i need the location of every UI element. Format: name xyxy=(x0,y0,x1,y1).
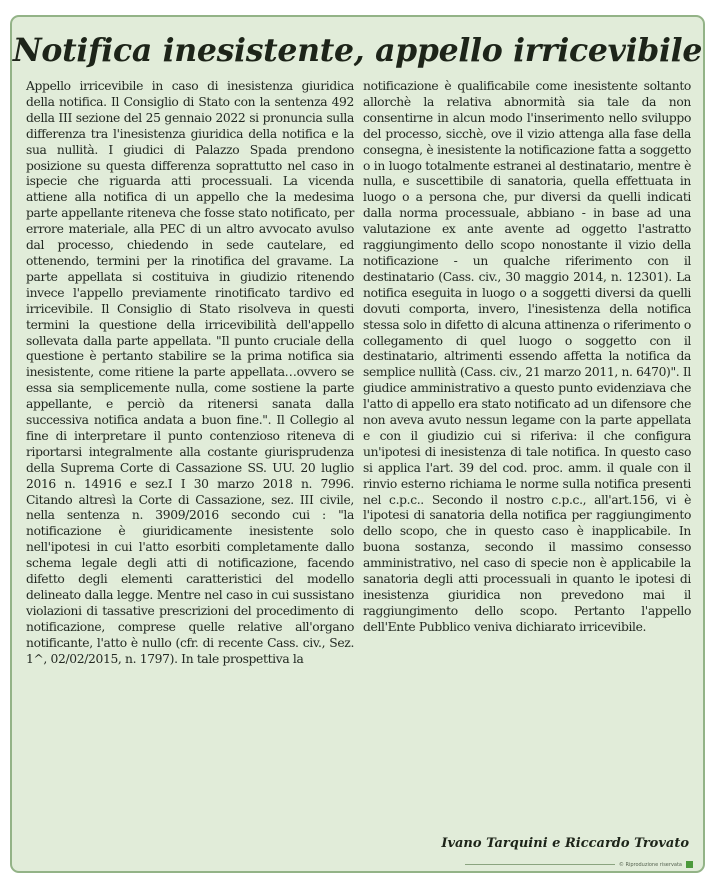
article-footer xyxy=(465,861,693,868)
footer-square-icon xyxy=(686,861,693,868)
article-body-left: Appello irricevibile in caso di inesistenza giuridica della notifica. Il Consiglio di Stato con la sentenza 492 della III sezione del 25 gennaio 2022 si pronuncia sulla differenza tra l'inesistenza giuridica della notifica e la sua nullità. I giudici di Palazzo Spada prendono posizione su questa differenza soprattutto nel caso in ispecie che riguarda atti processuali. La vicenda attiene alla notifica di un appello che la medesima parte appellante riteneva che fosse stato notificato, per errore materiale, alla PEC di un altro avvocato avulso dal processo, chiedendo in sede cautelare, ed ottenendo, termini per la rinotifica del gravame. La parte appellata si costituiva in giudizio ritenendo invece l'appello previamente rinotificato tardivo ed irricevibile. Il Consiglio di Stato risolveva in questi termini la questione della irricevibilità dell'appello sollevata dalla parte appellata. "Il punto cruciale della questione è pertanto stabilire se la prima notifica sia inesistente, come ritiene la parte appellata…ovvero se essa sia semplicemente nulla, come sostiene la parte appellante, e perciò da ritenersi sanata dalla successiva notifica andata a buon fine.". Il Collegio al fine di interpretare il punto contenzioso riteneva di riportarsi integralmente alla costante giurisprudenza della Suprema Corte di Cassazione SS. UU. 20 luglio 2016 n. 14916 e sez.I I 30 marzo 2018 n. 7996. Citando altresì la Corte di Cassazione, sez. III civile, nella sentenza n. 3909/2016 secondo cui : "la notificazione è giuridicamente inesistente solo nell'ipotesi in cui l'atto esorbiti completamente dallo schema legale degli atti di notificazione, facendo difetto degli elementi caratteristici del modello delineato dalla legge. Mentre nel caso in cui sussistano violazioni di tassative prescrizioni del procedimento di notificazione, comprese quelle relative all'organo notificante, l'atto è nullo (cfr. di recente Cass. civ., Sez. 1^, 02/02/2015, n. 1797). In tale prospettiva la xyxy=(26,79,354,666)
article-column-right xyxy=(363,79,691,849)
article-signature: Ivano Tarquini e Riccardo Trovato xyxy=(441,836,689,851)
article-columns xyxy=(26,79,691,849)
article-column-left xyxy=(26,79,354,849)
footer-credit: © Riproduzione riservata xyxy=(618,861,682,868)
article-body-right: notificazione è qualificabile come inesistente soltanto allorchè la relativa abnormità sia tale da non consentirne in alcun modo l'inserimento nello sviluppo del processo, sicchè, ove il vizio attenga alla fase della consegna, è inesistente la notificazione fatta a soggetto o in luogo totalmente estranei al destinatario, mentre è nulla, e suscettibile di sanatoria, quella effettuata in luogo o a persona che, pur diversi da quelli indicati dalla norma processuale, abbiano - in base ad una valutazione ex ante avente ad oggetto l'astratto raggiungimento dello scopo nonostante il vizio della notificazione - un qualche riferimento con il destinatario (Cass. civ., 30 maggio 2014, n. 12301). La notifica eseguita in luogo o a soggetti diversi da quelli dovuti comporta, invero, l'inesistenza della notifica stessa solo in difetto di alcuna attinenza o riferimento o collegamento di quel luogo o soggetto con il destinatario, altrimenti essendo affetta la notifica da semplice nullità (Cass. civ., 21 marzo 2011, n. 6470)". Il giudice amministrativo a questo punto evidenziava che l'atto di appello era stato notificato ad un difensore che non aveva avuto nessun legame con la parte appellata e con il giudizio cui si riferiva: il che configura un'ipotesi di inesistenza di tale notifica. In questo caso si applica l'art. 39 del cod. proc. amm. il quale con il rinvio esterno richiama le norme sulla notifica presenti nel c.p.c.. Secondo il nostro c.p.c., all'art.156, vi è l'ipotesi di sanatoria della notifica per raggiungimento dello scopo, che in questo caso è inapplicabile. In buona sostanza, secondo il massimo consesso amministrativo, nel caso di specie non è applicabile la sanatoria degli atti processuali in quanto le ipotesi di inesistenza giuridica non prevedono mai il raggiungimento dello scopo. Pertanto l'appello dell'Ente Pubblico veniva dichiarato irricevibile. xyxy=(363,79,692,634)
article-title: Notifica inesistente, appello irricevibile xyxy=(12,32,703,69)
footer-rule xyxy=(465,864,615,865)
article-box xyxy=(10,15,705,873)
